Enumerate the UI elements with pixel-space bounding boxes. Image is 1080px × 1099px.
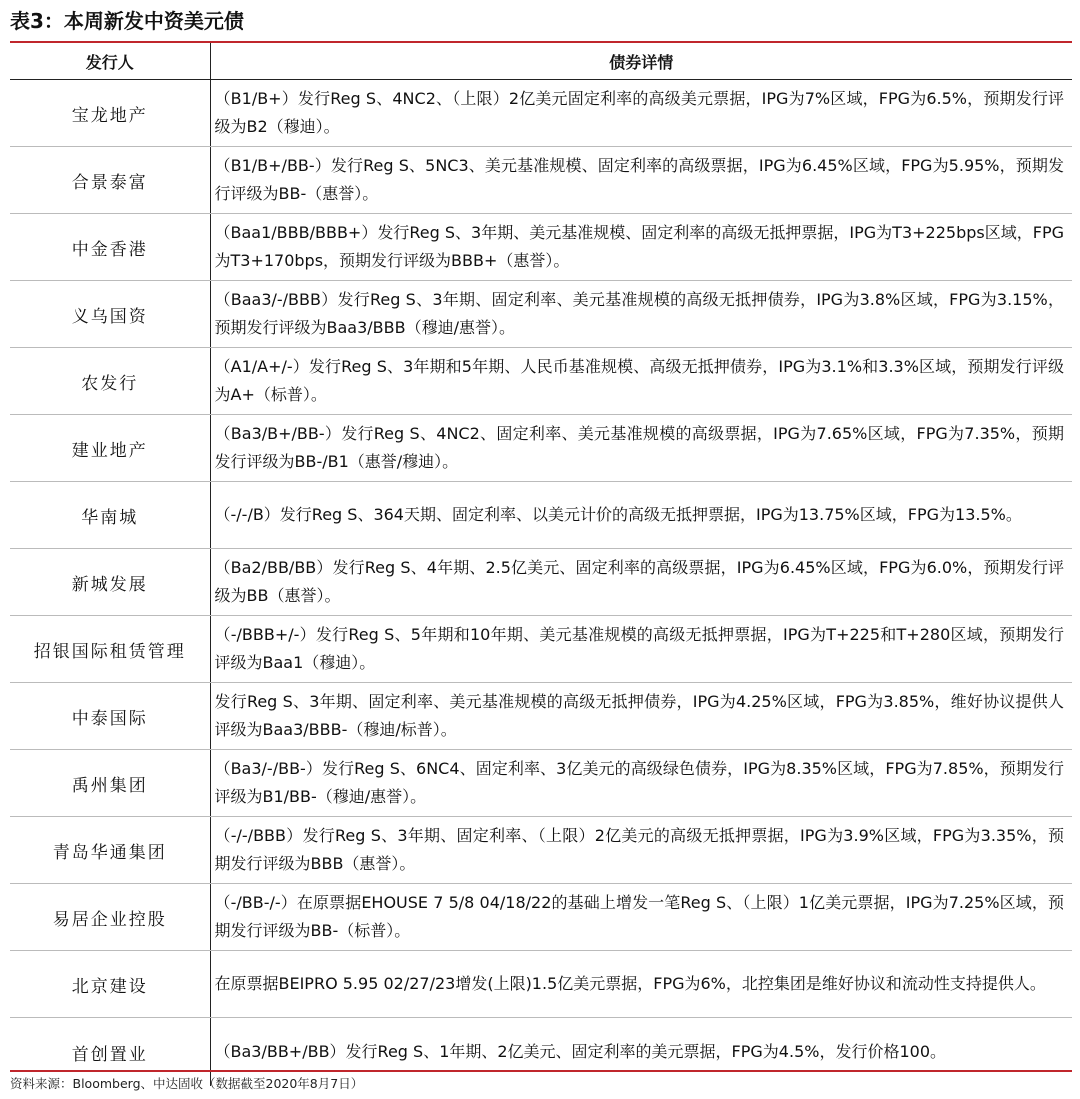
table-row	[10, 214, 1072, 281]
issuer-cell: 禹州集团	[10, 750, 210, 817]
details-cell: 发行Reg S、3年期、固定利率、美元基准规模的高级无抵押债券，IPG为4.25%区域，FPG为3.85%，维好协议提供人评级为Baa3/BBB-（穆迪/标普）。	[210, 683, 1072, 750]
issuer-cell: 农发行	[10, 348, 210, 415]
details-cell: （Baa3/-/BBB）发行Reg S、3年期、固定利率、美元基准规模的高级无抵押债券，IPG为3.8%区域，FPG为3.15%，预期发行评级为Baa3/BBB（穆迪/惠誉）。	[210, 281, 1072, 348]
issuer-cell: 建业地产	[10, 415, 210, 482]
issuer-cell: 中泰国际	[10, 683, 210, 750]
details-cell: （Baa1/BBB/BBB+）发行Reg S、3年期、美元基准规模、固定利率的高级无抵押票据，IPG为T3+225bps区域，FPG为T3+170bps，预期发行评级为BBB+（惠誉）。	[210, 214, 1072, 281]
header-issuer: 发行人	[10, 43, 210, 80]
table-row	[10, 683, 1072, 750]
header-details: 债券详情	[210, 43, 1072, 80]
bond-table	[10, 43, 1072, 1086]
issuer-cell: 宝龙地产	[10, 80, 210, 147]
details-cell: 在原票据BEIPRO 5.95 02/27/23增发(上限)1.5亿美元票据，FPG为6%，北控集团是维好协议和流动性支持提供人。	[210, 951, 1072, 1018]
details-cell: （Ba3/B+/BB-）发行Reg S、4NC2、固定利率、美元基准规模的高级票据，IPG为7.65%区域，FPG为7.35%，预期发行评级为BB-/B1（惠誉/穆迪）。	[210, 415, 1072, 482]
details-cell: （-/-/B）发行Reg S、364天期、固定利率、以美元计价的高级无抵押票据，IPG为13.75%区域，FPG为13.5%。	[210, 482, 1072, 549]
issuer-cell: 青岛华通集团	[10, 817, 210, 884]
table-row	[10, 415, 1072, 482]
issuer-cell: 中金香港	[10, 214, 210, 281]
details-cell: （Ba3/-/BB-）发行Reg S、6NC4、固定利率、3亿美元的高级绿色债券，IPG为8.35%区域，FPG为7.85%，预期发行评级为B1/BB-（穆迪/惠誉）。	[210, 750, 1072, 817]
source-note: 资料来源：Bloomberg、中达固收（数据截至2020年8月7日）	[10, 1076, 364, 1091]
details-cell: （Ba2/BB/BB）发行Reg S、4年期、2.5亿美元、固定利率的高级票据，IPG为6.45%区域，FPG为6.0%，预期发行评级为BB（惠誉）。	[210, 549, 1072, 616]
issuer-cell: 华南城	[10, 482, 210, 549]
details-cell: （B1/B+/BB-）发行Reg S、5NC3、美元基准规模、固定利率的高级票据，IPG为6.45%区域，FPG为5.95%，预期发行评级为BB-（惠誉）。	[210, 147, 1072, 214]
table-row	[10, 750, 1072, 817]
details-cell: （-/-/BBB）发行Reg S、3年期、固定利率、（上限）2亿美元的高级无抵押票据，IPG为3.9%区域，FPG为3.35%，预期发行评级为BBB（惠誉）。	[210, 817, 1072, 884]
issuer-cell: 合景泰富	[10, 147, 210, 214]
table-row	[10, 482, 1072, 549]
details-cell: （-/BB-/-）在原票据EHOUSE 7 5/8 04/18/22的基础上增发一笔Reg S、（上限）1亿美元票据，IPG为7.25%区域，预期发行评级为BB-（标普）。	[210, 884, 1072, 951]
table-row	[10, 951, 1072, 1018]
issuer-cell: 新城发展	[10, 549, 210, 616]
bottom-rule	[10, 1070, 1072, 1072]
table-title: 表3：本周新发中资美元债	[10, 9, 244, 33]
table-row	[10, 348, 1072, 415]
issuer-cell: 易居企业控股	[10, 884, 210, 951]
table-row	[10, 549, 1072, 616]
details-cell: （A1/A+/-）发行Reg S、3年期和5年期、人民币基准规模、高级无抵押债券，IPG为3.1%和3.3%区域，预期发行评级为A+（标普）。	[210, 348, 1072, 415]
table-row	[10, 147, 1072, 214]
issuer-cell: 义乌国资	[10, 281, 210, 348]
table-row	[10, 80, 1072, 147]
header-row	[10, 43, 1072, 80]
table-row	[10, 884, 1072, 951]
details-cell: （B1/B+）发行Reg S、4NC2、（上限）2亿美元固定利率的高级美元票据，IPG为7%区域，FPG为6.5%，预期发行评级为B2（穆迪）。	[210, 80, 1072, 147]
details-cell: （Ba3/BB+/BB）发行Reg S、1年期、2亿美元、固定利率的美元票据，FPG为4.5%，发行价格100。	[214, 1042, 946, 1061]
table-row	[10, 817, 1072, 884]
details-cell: （-/BBB+/-）发行Reg S、5年期和10年期、美元基准规模的高级无抵押票据，IPG为T+225和T+280区域，预期发行评级为Baa1（穆迪）。	[210, 616, 1072, 683]
table-row	[10, 281, 1072, 348]
issuer-cell: 招银国际租赁管理	[10, 616, 210, 683]
issuer-cell: 首创置业	[10, 1018, 210, 1087]
table-row	[10, 616, 1072, 683]
issuer-cell: 北京建设	[10, 951, 210, 1018]
